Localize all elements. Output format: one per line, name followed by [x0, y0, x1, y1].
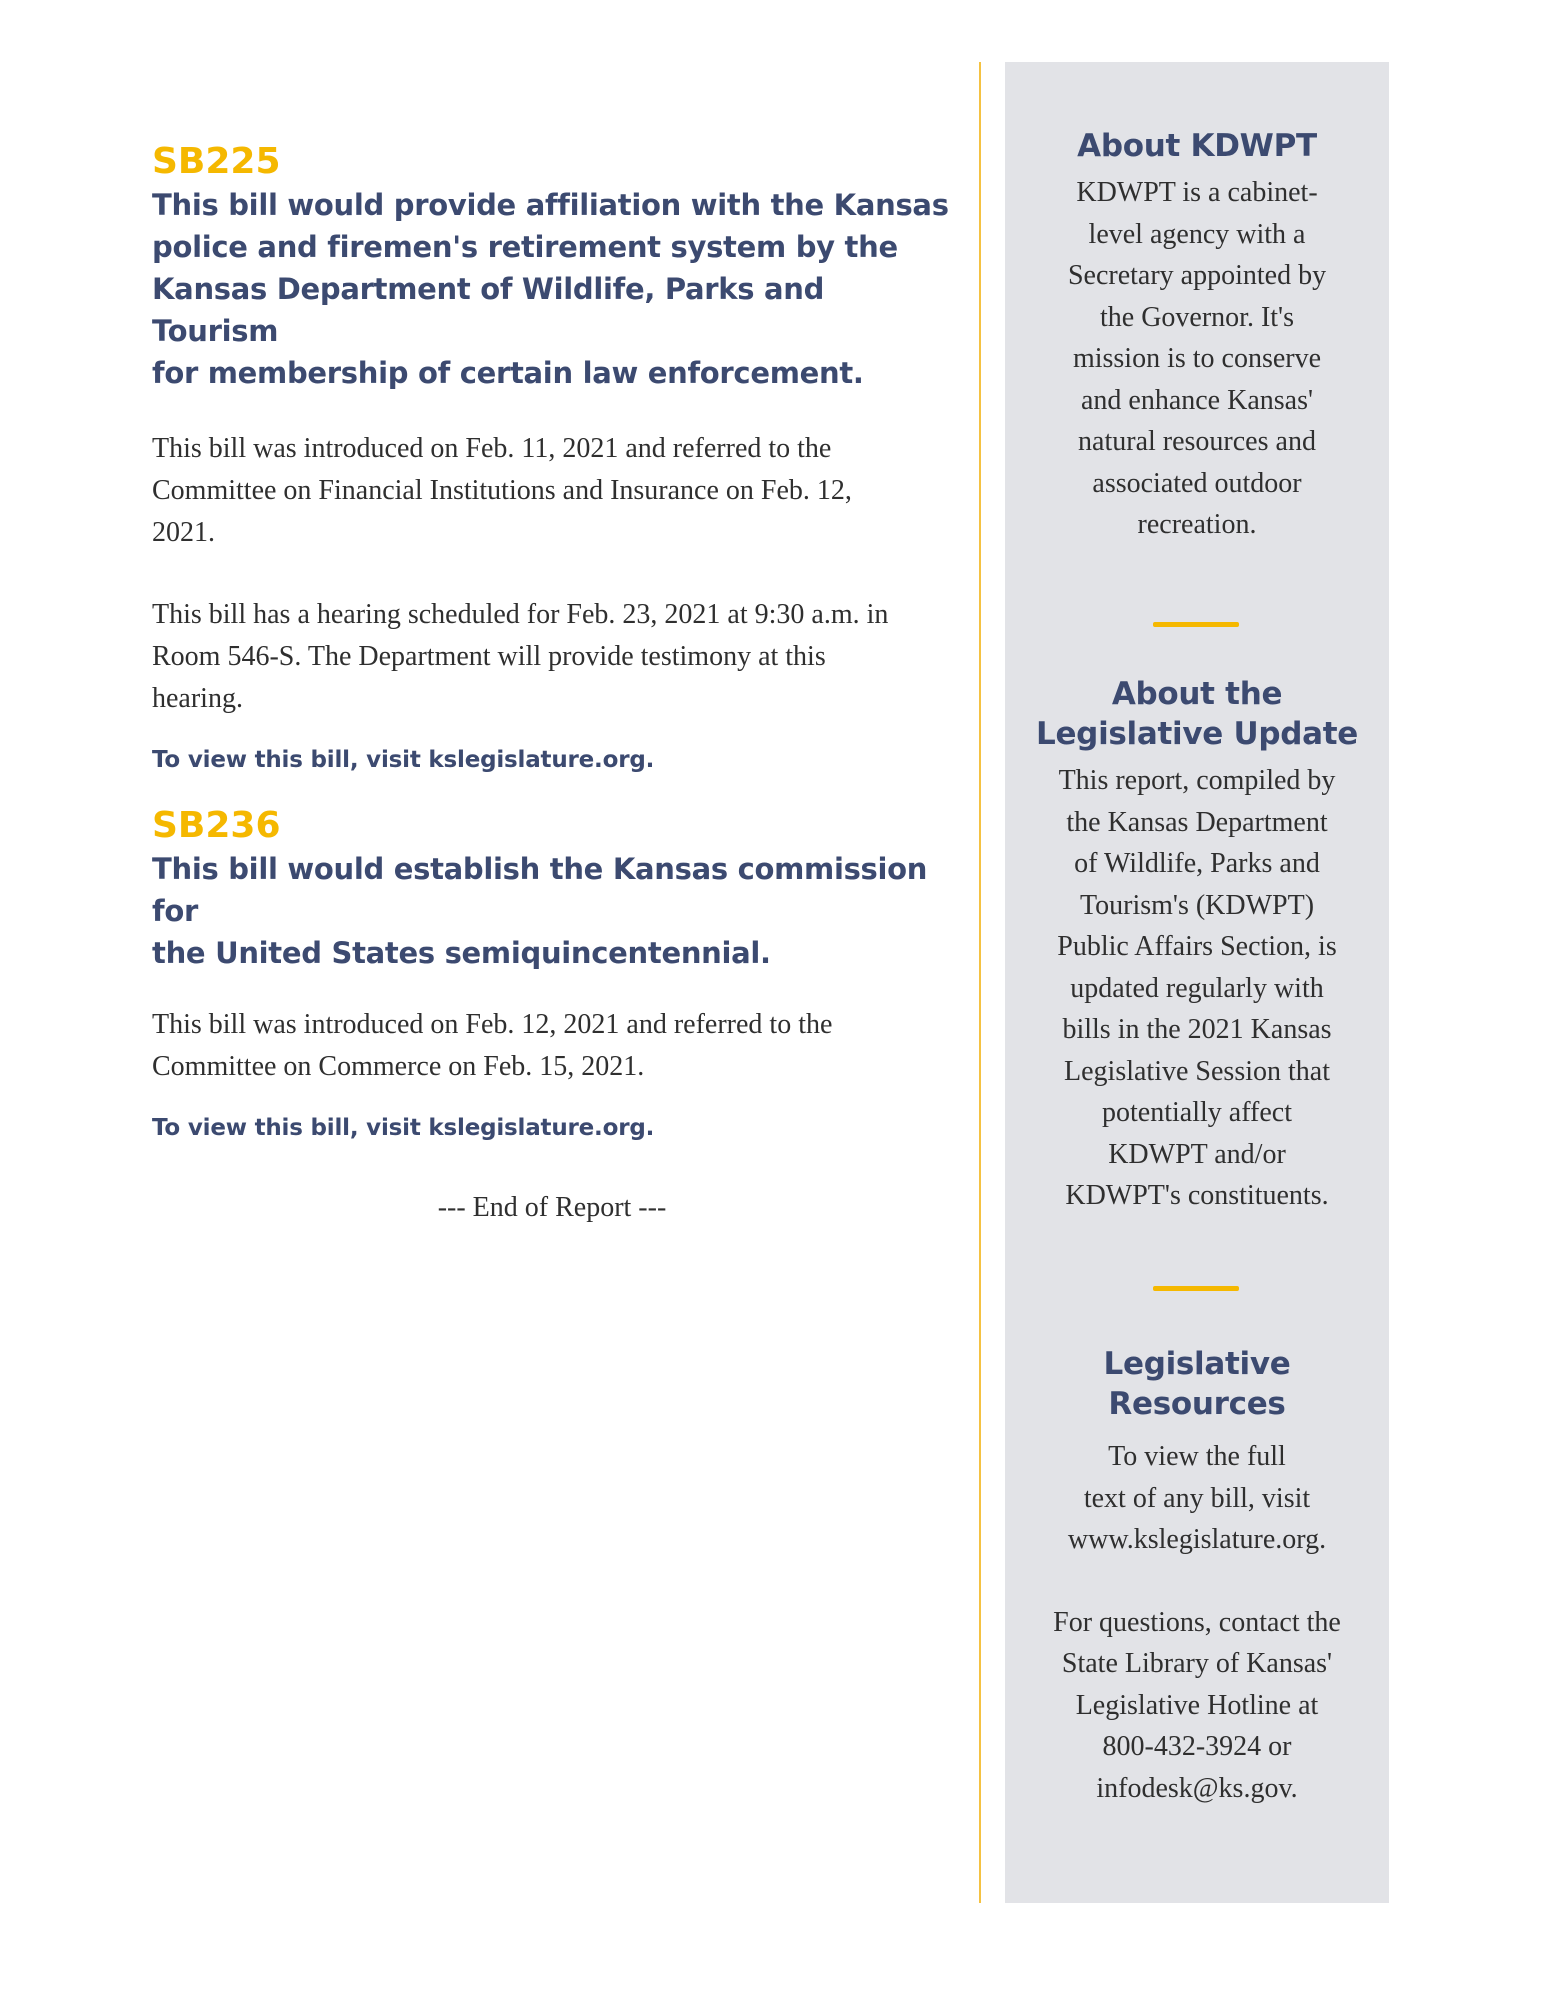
about-kdwpt-section — [1005, 126, 1389, 546]
text-line: bills in the 2021 Kansas — [1062, 1014, 1332, 1045]
bill-title-line: the United States semiquincentennial. — [152, 936, 771, 970]
section-text — [1005, 172, 1389, 546]
text-line: Legislative Hotline at — [1075, 1689, 1319, 1721]
about-update-section — [1005, 674, 1389, 1217]
paragraph-line: Committee on Financial Institutions and Insurance on Feb. 12, — [152, 475, 852, 506]
text-line: level agency with a — [1088, 218, 1306, 250]
text-line: Legislative Session that — [1064, 1055, 1330, 1087]
bill-title-line: This bill would establish the Kansas commission for — [152, 852, 928, 928]
bill-sb236 — [152, 804, 952, 1144]
text-line: updated regularly with — [1070, 972, 1324, 1004]
bill-introduction-paragraph — [152, 428, 952, 554]
bill-hearing-paragraph — [152, 594, 952, 720]
bill-title-line: for membership of certain law enforcement. — [152, 356, 864, 390]
paragraph-line: This bill was introduced on Feb. 11, 2021 and referred to the — [152, 433, 832, 464]
text-line: of Wildlife, Parks and — [1074, 848, 1320, 879]
text-line: KDWPT and/or — [1108, 1138, 1286, 1170]
text-line: KDWPT is a cabinet- — [1076, 177, 1318, 208]
main-content — [152, 140, 952, 1228]
text-line: State Library of Kansas' — [1061, 1648, 1333, 1679]
section-heading: About KDWPT — [1077, 128, 1317, 164]
bill-introduction-paragraph — [152, 1004, 952, 1088]
section-heading-line: Legislative — [1103, 1346, 1291, 1382]
text-line: associated outdoor — [1092, 467, 1302, 499]
text-line: potentially affect — [1102, 1097, 1292, 1128]
text-line: KDWPT's constituents. — [1065, 1180, 1329, 1211]
view-bill-link[interactable]: To view this bill, visit kslegislature.org. — [152, 1115, 655, 1141]
text-line: To view the full — [1108, 1441, 1286, 1472]
bill-id: SB225 — [152, 141, 281, 182]
text-line: Secretary appointed by — [1067, 260, 1327, 291]
text-line: and enhance Kansas' — [1080, 384, 1314, 416]
section-heading-line: Resources — [1108, 1386, 1286, 1422]
text-line: Public Affairs Section, is — [1057, 931, 1337, 962]
section-text — [1005, 760, 1389, 1217]
sidebar — [1005, 62, 1389, 1903]
phone-number: 800-432-3924 or — [1102, 1731, 1292, 1762]
text-line: the Governor. It's — [1099, 301, 1294, 333]
paragraph-line: 2021. — [152, 517, 215, 548]
section-separator — [1153, 1286, 1239, 1291]
text-line: recreation. — [1137, 509, 1257, 540]
text-line: For questions, contact the — [1053, 1606, 1341, 1638]
paragraph-line: This bill has a hearing scheduled for Feb. 23, 2021 at 9:30 a.m. in — [152, 599, 889, 630]
section-heading-line: About the — [1111, 676, 1283, 712]
bill-sb225 — [152, 140, 952, 776]
text-line: natural resources and — [1078, 426, 1316, 457]
legislative-resources-section — [1005, 1344, 1389, 1809]
section-heading-line: Legislative Update — [1036, 716, 1358, 752]
kslegislature-link[interactable]: www.kslegislature.org. — [1067, 1524, 1327, 1555]
paragraph-line: Committee on Commerce on Feb. 15, 2021. — [152, 1051, 645, 1082]
bill-title-line: police and firemen's retirement system by the — [152, 230, 898, 264]
bill-title-line: This bill would provide affiliation with the Kansas — [152, 188, 949, 222]
bill-title — [152, 848, 952, 974]
section-separator — [1153, 622, 1239, 627]
end-of-report: --- End of Report --- — [437, 1192, 667, 1223]
text-line: text of any bill, visit — [1083, 1482, 1311, 1514]
paragraph-line: hearing. — [152, 683, 243, 714]
paragraph-line: Room 546-S. The Department will provide testimony at this — [152, 641, 826, 672]
bill-id: SB236 — [152, 805, 281, 846]
column-divider — [979, 62, 981, 1903]
bill-title — [152, 184, 952, 394]
section-text — [1005, 1436, 1389, 1561]
text-line: mission is to conserve — [1072, 343, 1322, 374]
paragraph-line: This bill was introduced on Feb. 12, 2021 and referred to the — [152, 1009, 833, 1040]
email-link[interactable]: infodesk@ks.gov. — [1096, 1772, 1298, 1804]
view-bill-link[interactable]: To view this bill, visit kslegislature.org. — [152, 747, 655, 773]
bill-title-line: Kansas Department of Wildlife, Parks and Tourism — [152, 272, 825, 348]
section-text — [1005, 1602, 1389, 1810]
text-line: Tourism's (KDWPT) — [1079, 889, 1315, 921]
text-line: the Kansas Department — [1066, 806, 1328, 838]
text-line: This report, compiled by — [1058, 765, 1336, 796]
